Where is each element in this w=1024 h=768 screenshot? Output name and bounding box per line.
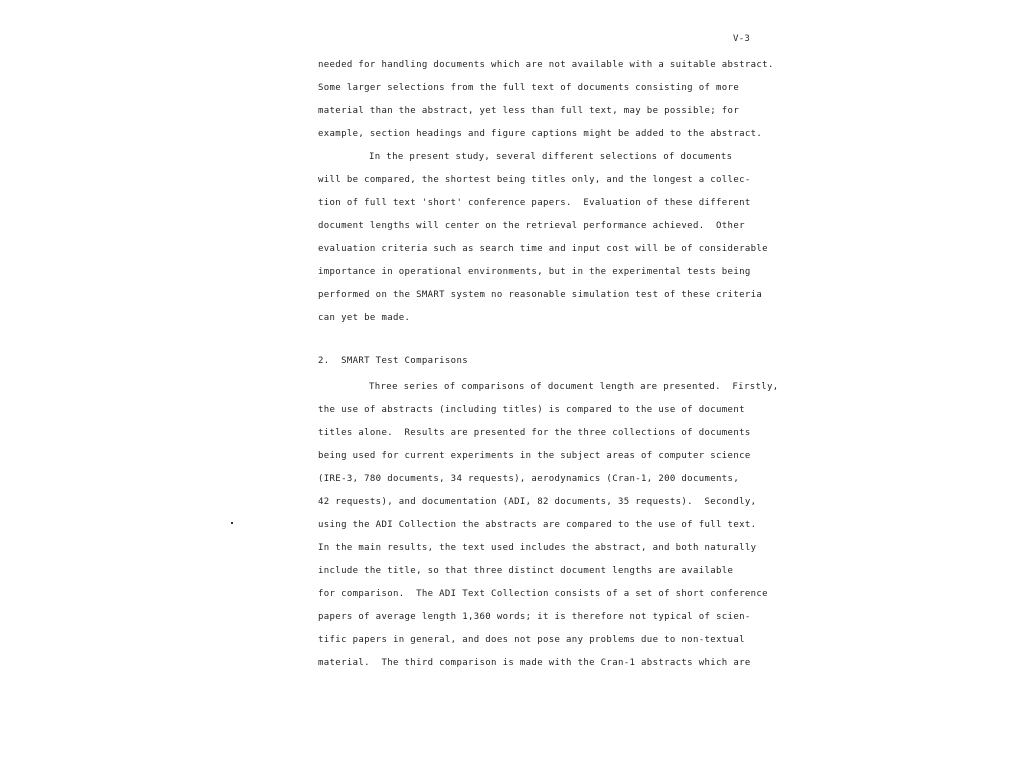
paragraph-line: document lengths will center on the retrieval performance achieved. Other	[318, 221, 745, 231]
paragraph-line: performed on the SMART system no reasonable simulation test of these criteria	[318, 290, 763, 300]
paragraph-line: titles alone. Results are presented for the three collections of documents	[318, 428, 751, 438]
paragraph-line: papers of average length 1,360 words; it is therefore not typical of scien-	[318, 612, 751, 622]
paragraph-line: can yet be made.	[318, 313, 411, 323]
paragraph-line: (IRE-3, 780 documents, 34 requests), aerodynamics (Cran-1, 200 documents,	[318, 474, 740, 484]
paragraph-line: using the ADI Collection the abstracts are compared to the use of full text.	[318, 520, 757, 530]
paragraph-line: example, section headings and figure captions might be added to the abstract.	[318, 129, 763, 139]
paragraph-line: for comparison. The ADI Text Collection consists of a set of short conference	[318, 589, 768, 599]
page-number: V-3	[733, 34, 751, 44]
paragraph-line: include the title, so that three distinct document lengths are available	[318, 566, 734, 576]
paragraph-line: the use of abstracts (including titles) is compared to the use of document	[318, 405, 745, 415]
paragraph-line: Three series of comparisons of document length are presented. Firstly,	[369, 382, 779, 392]
paragraph-line: importance in operational environments, but in the experimental tests being	[318, 267, 751, 277]
paragraph-line: material. The third comparison is made with the Cran-1 abstracts which are	[318, 658, 751, 668]
paragraph-line: evaluation criteria such as search time and input cost will be of considerable	[318, 244, 768, 254]
paragraph-line: tific papers in general, and does not pose any problems due to non-textual	[318, 635, 745, 645]
paragraph-line: 42 requests), and documentation (ADI, 82 documents, 35 requests). Secondly,	[318, 497, 757, 507]
paragraph-line: In the present study, several different selections of documents	[369, 152, 733, 162]
paragraph-line: Some larger selections from the full text of documents consisting of more	[318, 83, 740, 93]
paragraph-line: material than the abstract, yet less than full text, may be possible; for	[318, 106, 740, 116]
scan-speck	[231, 522, 233, 524]
paragraph-line: tion of full text 'short' conference papers. Evaluation of these different	[318, 198, 751, 208]
paragraph-line: needed for handling documents which are not available with a suitable abstract.	[318, 60, 774, 70]
section-heading: 2. SMART Test Comparisons	[318, 356, 468, 366]
paragraph-line: will be compared, the shortest being titles only, and the longest a collec-	[318, 175, 751, 185]
paragraph-line: In the main results, the text used includes the abstract, and both naturally	[318, 543, 757, 553]
paragraph-line: being used for current experiments in the subject areas of computer science	[318, 451, 751, 461]
